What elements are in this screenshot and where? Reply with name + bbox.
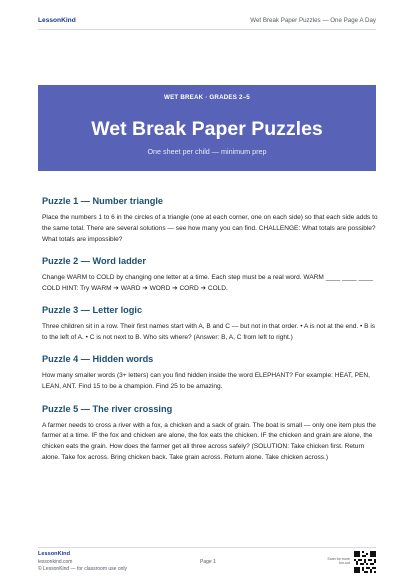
puzzle-body: A farmer needs to cross a river with a fox, a chicken and a sack of grain. The boat is small — only one item plus the farmer at a time. IF the fox and chicken are alone, the fox eats the chicken. IF the chicken and grain are alone, the chicken eats the grain. How does the farmer get all three across safely? (SOLUTION: Take chicken first. Return alone. Take fox across. Bring chicken back. Take grain across. Return alone. Take chicken across.) — [42, 421, 376, 461]
footer-copyright: © LessonKind — for classroom use only — [38, 566, 128, 572]
hero-title: Wet Break Paper Puzzles — [91, 118, 323, 140]
puzzle-3 — [42, 305, 378, 344]
puzzle-body: Place the numbers 1 to 6 in the circles of a triangle (one at each corner, one on each side) so that each side adds to the same total. There are several solutions — see how many you can find. CHALLENGE: What totals are possible? What totals are impossible? — [42, 214, 378, 243]
hero-kicker: WET BREAK · GRADES 2–5 — [164, 94, 250, 101]
brand-logo-text[interactable]: LessonKind — [38, 16, 76, 24]
puzzle-4 — [42, 354, 378, 393]
puzzle-title: Puzzle 3 — Letter logic — [42, 305, 143, 316]
puzzle-list — [42, 196, 378, 474]
header-divider — [38, 29, 376, 30]
qr-caption: Scan for more fun-out — [327, 557, 350, 566]
puzzle-body: Three children sit in a row. Their first names start with A, B and C — but not in that order. • A is not at the end. • B is to the left of A. • C is not next to B. Who sits where? (Answer: B, A, C from left to right.) — [42, 323, 376, 341]
puzzle-2 — [42, 256, 378, 295]
puzzle-5 — [42, 404, 378, 464]
puzzle-title: Puzzle 2 — Word ladder — [42, 255, 146, 266]
puzzle-title: Puzzle 4 — Hidden words — [42, 354, 154, 365]
puzzle-1 — [42, 196, 378, 245]
page-number: Page 1 — [200, 559, 216, 565]
hero-banner — [38, 85, 376, 171]
document-title: Wet Break Paper Puzzles — One Page A Day — [250, 16, 376, 24]
hero-subtitle: One sheet per child — minimum prep — [147, 147, 267, 156]
puzzle-title: Puzzle 5 — The river crossing — [42, 403, 173, 414]
footer-site-link[interactable]: lessonkind.com — [38, 559, 73, 565]
page-footer — [38, 547, 376, 577]
footer-brand: LessonKind — [38, 551, 71, 557]
puzzle-body: Change WARM to COLD by changing one letter at a time. Each step must be a real word. WARM ____ ____ ____ COLD HINT: Try WARM ➔ WARD ➔ WORD ➔ CORD ➔ COLD. — [42, 273, 374, 292]
puzzle-title: Puzzle 1 — Number triangle — [42, 196, 163, 206]
qr-code-icon[interactable] — [354, 551, 376, 573]
footer-divider — [38, 547, 376, 548]
page-header — [38, 14, 376, 26]
puzzle-body: How many smaller words (3+ letters) can you find hidden inside the word ELEPHANT? For example: HEAT, PEN, LEAN, ANT. Find 15 to be a champion. Find 25 to be amazing. — [42, 372, 370, 391]
